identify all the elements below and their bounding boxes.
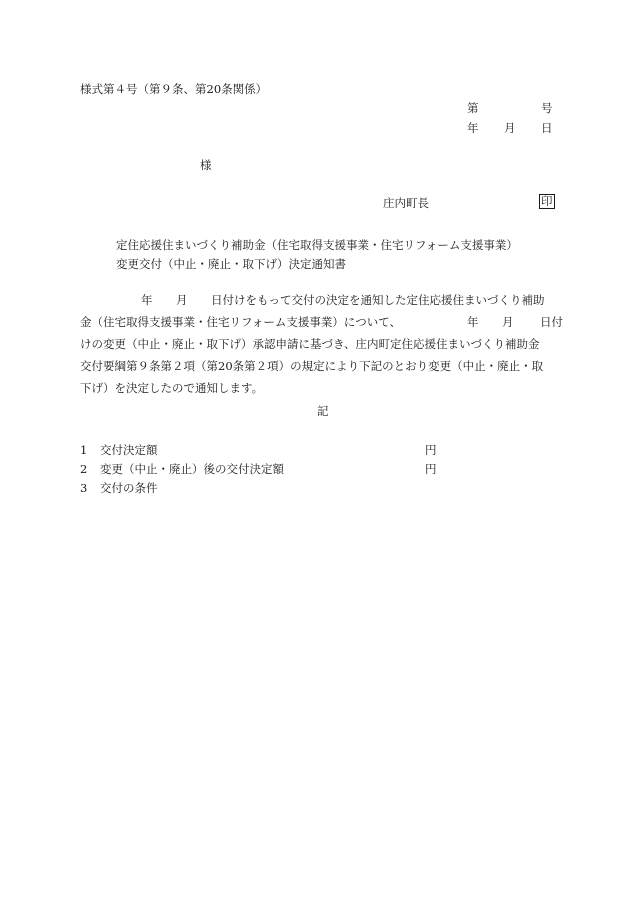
item-number: 2 [80,462,88,476]
form-number: 様式第４号（第９条、第20条関係） [80,82,268,96]
body-l2-month: 月 [502,315,514,329]
body-l2-year: 年 [467,315,479,329]
body-l2-start: 金（住宅取得支援事業・住宅リフォーム支援事業）について、 [80,315,401,329]
body-l1-rest: 日付けをもって交付の決定を通知した定住応援住まいづくり補助 [211,293,545,307]
item-number: 3 [80,481,88,495]
notice-body [80,289,563,399]
list-item [80,481,440,495]
item-unit: 円 [425,462,437,476]
doc-no-prefix: 第 [467,101,479,115]
document-number [467,101,553,115]
item-number: 1 [80,443,88,457]
body-l2-end: 日付 [540,315,563,329]
body-line-1 [80,289,552,311]
body-line-4: 交付要綱第９条第２項（第20条第２項）の規定により下記のとおり変更（中止・廃止・取 [80,359,544,373]
date-day: 日 [541,121,553,135]
body-line-3: けの変更（中止・廃止・取下げ）承認申請に基づき、庄内町定住応援住まいづくり補助金 [80,337,540,351]
list-item [80,443,440,457]
item-unit: 円 [425,443,437,457]
doc-no-suffix: 号 [541,101,553,115]
seal-mark [539,194,555,209]
body-l1-year: 年 [141,293,153,307]
title-line-2: 変更交付（中止・廃止・取下げ）決定通知書 [116,257,346,271]
addressee-honorific: 様 [200,158,212,172]
seal-box: 印 [541,194,553,208]
date-year: 年 [467,121,479,135]
date-month: 月 [504,121,516,135]
issuer-name: 庄内町長 [383,196,429,210]
record-heading: 記 [317,404,329,418]
issue-date [467,121,557,135]
item-label: 交付決定額 [100,443,158,457]
title-line-1: 定住応援住まいづくり補助金（住宅取得支援事業・住宅リフォーム支援事業） [116,238,518,252]
list-item [80,462,440,476]
item-label: 交付の条件 [100,481,158,495]
body-l1-month: 月 [176,293,188,307]
document-title [116,236,518,274]
item-label: 変更（中止・廃止）後の交付決定額 [100,462,284,476]
body-line-5: 下げ）を決定したので通知します。 [80,381,264,395]
body-line-2 [80,311,563,333]
